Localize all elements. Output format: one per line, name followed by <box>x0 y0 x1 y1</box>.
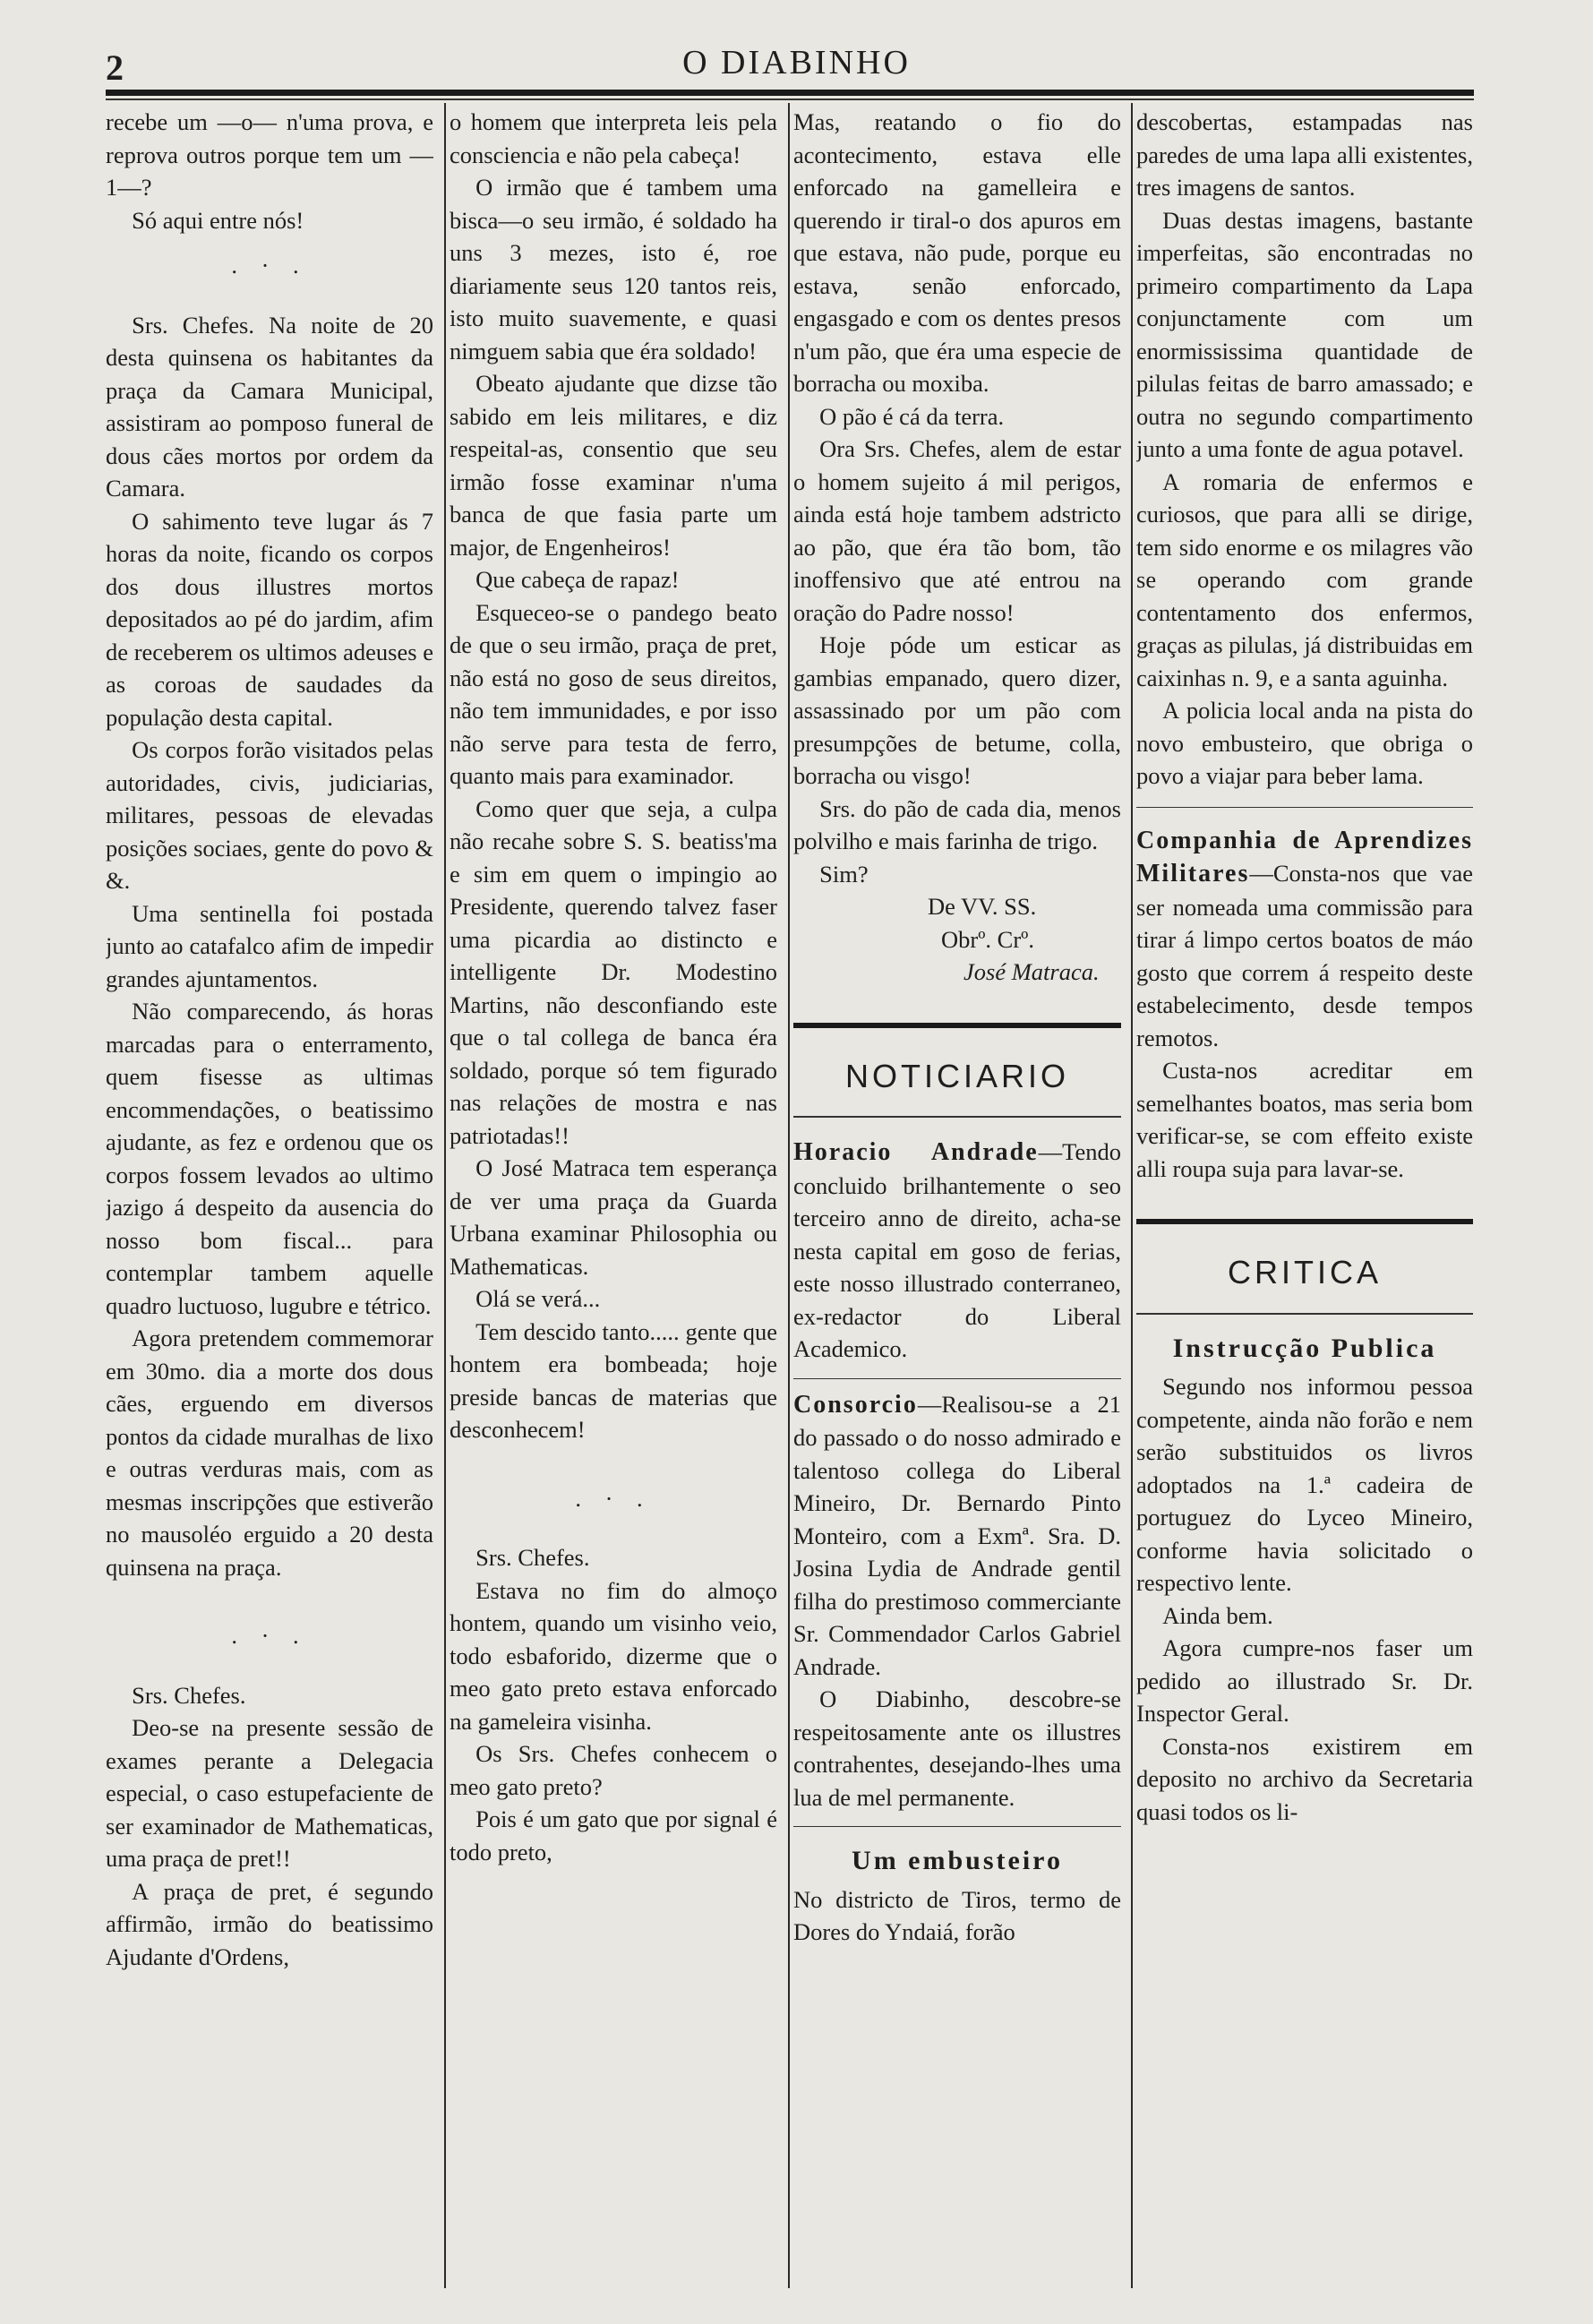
paragraph: O José Matraca tem esperança de ver uma praça da Guarda Urbana examinar Philosophia ou Mathematicas. <box>450 1154 777 1280</box>
paragraph: Estava no fim do almoço hontem, quando um visinho veio, todo esbaforido, dizerme que o meo gato preto estava enforcado na gameleira visinha. <box>450 1576 777 1735</box>
news-headline: Horacio Andrade <box>793 1138 1039 1166</box>
signature-line: De VV. SS. <box>928 893 1037 920</box>
paragraph: O sahimento teve lugar ás 7 horas da noite, ficando os corpos dos dous illustres mortos depositados ao pé do jardim, afim de receberem os ultimos adeuses e as coroas de saudades da população desta capital. <box>106 507 433 731</box>
news-item <box>1136 824 1473 1055</box>
paragraph: Os Srs. Chefes conhecem o meo gato preto? <box>450 1740 777 1800</box>
paragraph: recebe um —o— n'uma prova, e reprova outros porque tem um —1—? <box>106 108 433 201</box>
separator: . · . <box>231 1622 308 1649</box>
page-number: 2 <box>106 47 124 88</box>
news-text: —Tendo concluido brilhantemente o seo terceiro anno de direito, acha-se nesta capital em goso de ferias, este nosso illustrado conterraneo, ex-redactor do Liberal Academico. <box>793 1138 1121 1362</box>
paragraph: Não comparecendo, ás horas marcadas para o enterramento, quem fisesse as ultimas encommendações, o beatissimo ajudante, as fez e ordenou que os corpos fossem levados ao ultimo jazigo á despeito da ausencia do nosso bom fiscal... para contemplar tambem aquelle quadro luctuoso, lugubre e tétrico. <box>106 998 433 1319</box>
paragraph: Segundo nos informou pessoa competente, ainda não forão e nem serão substituidos os livros adoptados na 1.ª cadeira de portuguez do Lyceo Mineiro, conforme havia solicitado o respectivo lente. <box>1136 1373 1473 1596</box>
signature-line: Obrº. Crº. <box>941 925 1035 953</box>
paragraph: Srs. Chefes. <box>475 1544 590 1571</box>
critica-headline: Instrucção Publica <box>1172 1333 1437 1363</box>
paragraph: o homem que interpreta leis pela consciencia e não pela cabeça! <box>450 108 777 168</box>
paragraph: Mas, reatando o fio do acontecimento, estava elle enforcado na gamelleira e querendo ir tiral-o dos apuros em que estava, não pude, porque eu estava, senão enforcado, engasgado e com os dentes presos n'um pão, que éra uma especie de borracha ou moxiba. <box>793 108 1121 397</box>
divider <box>1136 807 1473 808</box>
paragraph: descobertas, estampadas nas paredes de uma lapa alli existentes, tres imagens de santos. <box>1136 108 1473 201</box>
separator: . · . <box>231 252 308 279</box>
section-title-critica: CRITICA <box>1228 1254 1382 1291</box>
paragraph: Duas destas imagens, bastante imperfeitas, são encontradas no primeiro compartimento da Lapa conjunctamente com um enormississima quantidade de pilulas feitas de barro amassado; e outra no segundo compartimento junto a uma fonte de agua potavel. <box>1136 206 1473 462</box>
paragraph: Ora Srs. Chefes, alem de estar o homem sujeito á mil perigos, ainda está hoje tambem adstricto ao pão, que éra tão bom, tão inoffensivo que até entrou na oração do Padre nosso! <box>793 435 1121 626</box>
paragraph: Pois é um gato que por signal é todo preto, <box>450 1805 777 1865</box>
column-2 <box>450 106 777 2291</box>
paragraph: Deo-se na presente sessão de exames perante a Delegacia especial, o caso estupefaciente de ser examinador de Mathematicas, uma praça de pret!! <box>106 1714 433 1872</box>
paragraph: Agora pretendem commemorar em 30mo. dia a morte dos dous cães, erguendo em diversos pontos da cidade muralhas de lixo e outras verduras mais, com as mesmas inscripções que estiverão no mausoléo erguido a 20 desta quinsena na praça. <box>106 1325 433 1581</box>
section-rule <box>1136 1219 1473 1224</box>
paragraph: Como quer que seja, a culpa não recahe sobre S. S. beatiss'ma e sim em quem o impingio ao Presidente, querendo talvez faser uma picardia ao distincto e intelligente Dr. Modestino Martins, não desconfiando este que o tal collega de banca éra soldado, porque só tem figurado nas relações de mostra e nas patriotadas!! <box>450 794 777 1149</box>
paragraph: Que cabeça de rapaz! <box>475 566 680 593</box>
news-headline: Um embusteiro <box>852 1846 1063 1875</box>
paragraph: Hoje póde um esticar as gambias empanado, quero dizer, assassinado por um pão com presumpções de betume, colla, borracha ou visgo! <box>793 631 1121 789</box>
column-rule <box>444 103 446 2288</box>
news-item <box>793 1136 1121 1366</box>
paragraph: O Diabinho, descobre-se respeitosamente ante os illustres contrahentes, desejando-lhes uma lua de mel permanente. <box>793 1685 1121 1811</box>
paragraph: Custa-nos acreditar em semelhantes boatos, mas seria bom verificar-se, se com effeito existe alli roupa suja para lavar-se. <box>1136 1057 1473 1182</box>
section-rule <box>793 1023 1121 1028</box>
paragraph: O irmão que é tambem uma bisca—o seu irmão, é soldado ha uns 3 mezes, isto é, roe diariamente seus 120 tantos reis, isto muito suavemente, e quasi nimguem sabia que éra soldado! <box>450 174 777 364</box>
separator: . · . <box>575 1484 652 1512</box>
divider <box>793 1378 1121 1379</box>
news-headline: Companhia de Aprendizes Militares <box>1136 826 1473 888</box>
section-rule-thin <box>793 1116 1121 1118</box>
paragraph: Srs. Chefes. <box>132 1681 246 1709</box>
divider <box>793 1826 1121 1827</box>
paragraph: Srs. do pão de cada dia, menos polvilho e mais farinha de trigo. <box>793 794 1121 854</box>
column-1 <box>106 106 433 2291</box>
paragraph: Ainda bem. <box>1162 1601 1273 1629</box>
news-text: —Realisou-se a 21 do passado o do nosso admirado e talentoso collega do Liberal Mineiro, Dr. Bernardo Pinto Monteiro, com a Exmª. Sra. D. Josina Lydia de Andrade gentil filha do prestimoso commerciante Sr. Commendador Carlos Gabriel Andrade. <box>793 1390 1121 1680</box>
section-rule-thin <box>1136 1313 1473 1315</box>
column-rule <box>1131 103 1133 2288</box>
paragraph: Srs. Chefes. Na noite de 20 desta quinsena os habitantes da praça da Camara Municipal, assistiram ao pomposo funeral de dous cães mortos por ordem da Camara. <box>106 311 433 502</box>
paragraph: A policia local anda na pista do novo embusteiro, que obriga o povo a viajar para beber lama. <box>1136 697 1473 789</box>
column-4 <box>1136 106 1473 2291</box>
paragraph: Olá se verá... <box>475 1285 601 1312</box>
column-rule <box>788 103 790 2288</box>
news-text: —Consta-nos que vae ser nomeada uma commissão para tirar á limpo certos boatos de máo gosto que correm á respeito deste estabelecimento, desde tempos remotos. <box>1136 860 1473 1051</box>
paragraph: Esqueceo-se o pandego beato de que o seu irmão, praça de pret, não está no goso de seus direitos, não tem immunidades, e por isso não serve para testa de ferro, quanto mais para examinador. <box>450 598 777 789</box>
paragraph: Agora cumpre-nos faser um pedido ao illustrado Sr. Dr. Inspector Geral. <box>1136 1634 1473 1727</box>
paragraph: Uma sentinella foi postada junto ao catafalco afim de impedir grandes ajuntamentos. <box>106 899 433 992</box>
section-title-noticiario: NOTICIARIO <box>844 1057 1069 1094</box>
signature-name: José Matraca. <box>964 958 1100 985</box>
paragraph: Os corpos forão visitados pelas autoridades, civis, judiciarias, militares, pessoas de elevadas posições sociaes, gente do povo & &. <box>106 736 433 894</box>
news-item <box>793 1388 1121 1684</box>
newspaper-title: O DIABINHO <box>682 44 911 81</box>
paragraph: Tem descido tanto..... gente que hontem era bombeada; hoje preside bancas de materias que desconhecem! <box>450 1317 777 1443</box>
column-3 <box>793 106 1121 2291</box>
paragraph: A romaria de enfermos e curiosos, que para alli se dirige, tem sido enorme e os milagres vão se operando com grande contentamento dos enfermos, graças as pilulas, já distribuidas em caixinhas n. 9, e a santa aguinha. <box>1136 467 1473 691</box>
paragraph: Sim? <box>819 860 869 888</box>
paragraph: Só aqui entre nós! <box>132 206 304 234</box>
paragraph: A praça de pret, é segundo affirmão, irmão do beatissimo Ajudante d'Ordens, <box>106 1877 433 1970</box>
paragraph: Obeato ajudante que dizse tão sabido em leis militares, e diz respeital-as, consentio que seu irmão fosse examinar n'uma banca de que fasia parte um major, de Engenheiros! <box>450 370 777 561</box>
paragraph: O pão é cá da terra. <box>819 402 1005 430</box>
header-rule <box>106 90 1474 96</box>
paragraph: Consta-nos existirem em deposito no archivo da Secretaria quasi todos os li- <box>1136 1732 1473 1825</box>
news-headline: Consorcio <box>793 1390 918 1419</box>
header-rule-thin <box>106 99 1474 100</box>
paragraph: No districto de Tiros, termo de Dores do Yndaiá, forão <box>793 1885 1121 1945</box>
